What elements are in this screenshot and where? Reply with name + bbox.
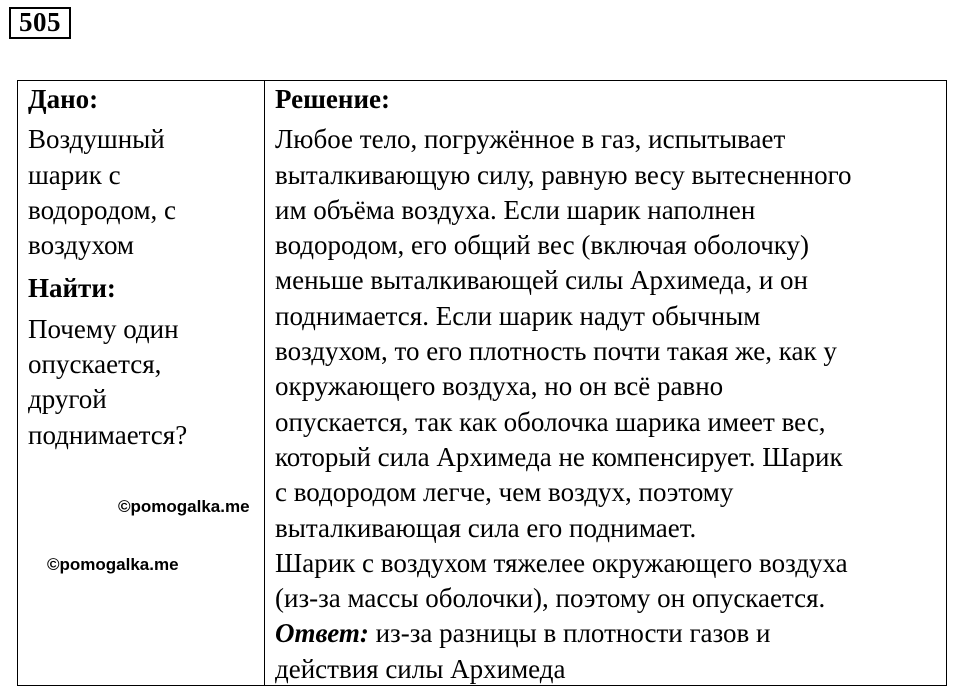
- solution-line: Шарик с воздухом тяжелее окружающего воздуха: [275, 547, 848, 578]
- solution-heading: Решение:: [275, 84, 390, 114]
- given-text: [28, 122, 264, 263]
- given-line: Воздушный: [28, 124, 165, 155]
- find-line: Почему один: [28, 313, 179, 344]
- solution-line: выталкивающую силу, равную весу вытесненного: [275, 159, 852, 190]
- answer-label: Ответ:: [275, 618, 369, 649]
- solution-line: который сила Архимеда не компенсирует. Шарик: [275, 441, 843, 472]
- given-line: шарик с: [28, 159, 121, 190]
- watermark: ©pomogalka.me: [47, 555, 179, 574]
- find-heading: Найти:: [28, 273, 116, 304]
- solution-column: [275, 82, 943, 687]
- task-number: 505: [9, 7, 71, 39]
- given-line: водородом, с: [28, 194, 177, 225]
- solution-line: им объёма воздуха. Если шарик наполнен: [275, 194, 756, 225]
- solution-line: меньше выталкивающей силы Архимеда, и он: [275, 265, 808, 296]
- find-line: другой: [28, 384, 107, 415]
- solution-line: водородом, его общий вес (включая оболочку): [275, 230, 810, 261]
- given-heading: Дано:: [28, 84, 99, 114]
- answer-line: действия силы Архимеда: [275, 653, 566, 684]
- column-divider: [264, 80, 265, 686]
- find-text: [28, 312, 264, 453]
- solution-line: поднимается. Если шарик надут обычным: [275, 300, 761, 331]
- solution-line: воздухом, то его плотность почти такая же, как у: [275, 336, 837, 367]
- answer-text: из-за разницы в плотности газов и: [368, 618, 771, 649]
- answer-line: [275, 616, 943, 651]
- watermark: ©pomogalka.me: [118, 497, 250, 516]
- given-column: [28, 82, 264, 453]
- find-line: опускается,: [28, 349, 162, 380]
- solution-line: Любое тело, погружённое в газ, испытывает: [275, 124, 786, 155]
- solution-line: с водородом легче, чем воздух, поэтому: [275, 477, 734, 508]
- solution-line: (из-за массы оболочки), поэтому он опускается.: [275, 583, 826, 614]
- solution-line: выталкивающая сила его поднимает.: [275, 512, 697, 543]
- find-line: поднимается?: [28, 419, 188, 450]
- given-line: воздухом: [28, 230, 135, 261]
- solution-line: опускается, так как оболочка шарика имеет вес,: [275, 406, 826, 437]
- solution-text: [275, 122, 943, 687]
- solution-line: окружающего воздуха, но он всё равно: [275, 371, 724, 402]
